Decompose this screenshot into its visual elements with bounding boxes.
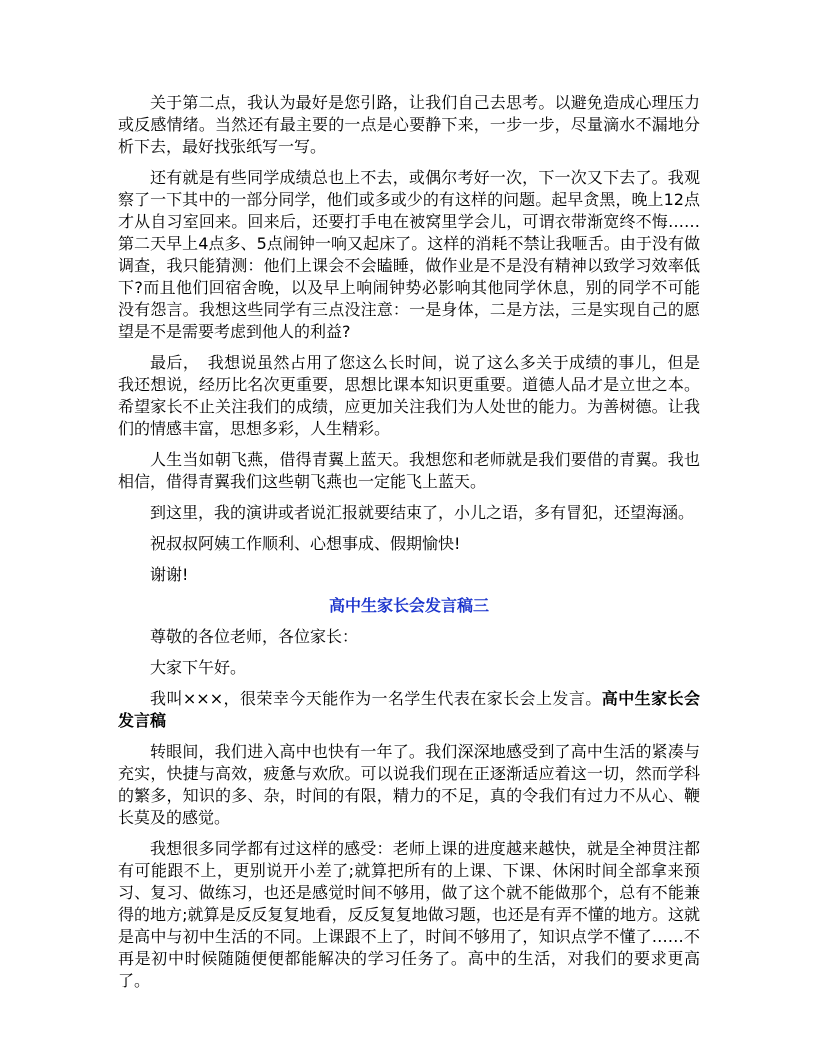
paragraph: 转眼间，我们进入高中也快有一年了。我们深深地感受到了高中生活的紧凑与充实，快捷与高效，疲惫与欢欣。可以说我们现在正逐渐适应着这一切，然而学科的繁多，知识的多、杂，时间的有限，精力的不足，真的令我们有过力不从心、鞭长莫及的感觉。 xyxy=(118,742,700,827)
paragraph: 谢谢! xyxy=(150,565,189,584)
paragraph: 关于第二点，我认为最好是您引路，让我们自己去思考。以避免造成心理压力或反感情绪。当然还有最主要的一点是心要静下来，一步一步，尽量滴水不漏地分析下去，最好找张纸写一写。 xyxy=(118,93,700,156)
document-page xyxy=(118,92,700,992)
greeting: 尊敬的各位老师，各位家长： xyxy=(150,627,359,646)
paragraph: 到这里，我的演讲或者说汇报就要结束了，小儿之语，多有冒犯，还望海涵。 xyxy=(150,503,695,522)
greeting: 大家下午好。 xyxy=(150,658,247,677)
paragraph: 祝叔叔阿姨工作顺利、心想事成、假期愉快! xyxy=(150,534,461,553)
section-title: 高中生家长会发言稿三 xyxy=(328,596,489,615)
paragraph: 最后， 我想说虽然占用了您这么长时间，说了这么多关于成绩的事儿，但是我还想说，经历比名次更重要，思想比课本知识更重要。道德人品才是立世之本。希望家长不止关注我们的成绩，应更加关注我们为人处世的能力。为善树德。让我们的情感丰富，思想多彩，人生精彩。 xyxy=(118,353,700,438)
intro-bold: 高中生家长会发言稿 xyxy=(118,689,700,730)
intro-paragraph xyxy=(118,688,700,732)
intro-text: 我叫×××，很荣幸今天能作为一名学生代表在家长会上发言。 xyxy=(150,689,602,708)
paragraph: 人生当如朝飞燕，借得青翼上蓝天。我想您和老师就是我们要借的青翼。我也相信，借得青翼我们这些朝飞燕也一定能飞上蓝天。 xyxy=(118,450,700,491)
paragraph: 我想很多同学都有过这样的感受：老师上课的进度越来越快，就是全神贯注都有可能跟不上，更别说开小差了;就算把所有的上课、下课、休闲时间全部拿来预习、复习、做练习，也还是感觉时间不够用，做了这个就不能做那个，总有不能兼得的地方;就算是反反复复地看，反反复复地做习题，也还是有弄不懂的地方。这就是高中与初中生活的不同。上课跟不上了，时间不够用了，知识点学不懂了……不再是初中时候随随便便都能解决的学习任务了。高中的生活，对我们的要求更高了。 xyxy=(118,839,700,990)
paragraph: 还有就是有些同学成绩总也上不去，或偶尔考好一次，下一次又下去了。我观察了一下其中的一部分同学，他们或多或少的有这样的问题。起早贪黑，晚上12点才从自习室回来。回来后，还要打手电在被窝里学会儿，可谓衣带渐宽终不悔……第二天早上4点多、5点闹钟一响又起床了。这样的消耗不禁让我咂舌。由于没有做调查，我只能猜测：他们上课会不会瞌睡，做作业是不是没有精神以致学习效率低下?而且他们回宿舍晚，以及早上响闹钟势必影响其他同学休息，别的同学不可能没有怨言。我想这些同学有三点没注意：一是身体，二是方法，三是实现自己的愿望是不是需要考虑到他人的利益? xyxy=(118,168,700,341)
